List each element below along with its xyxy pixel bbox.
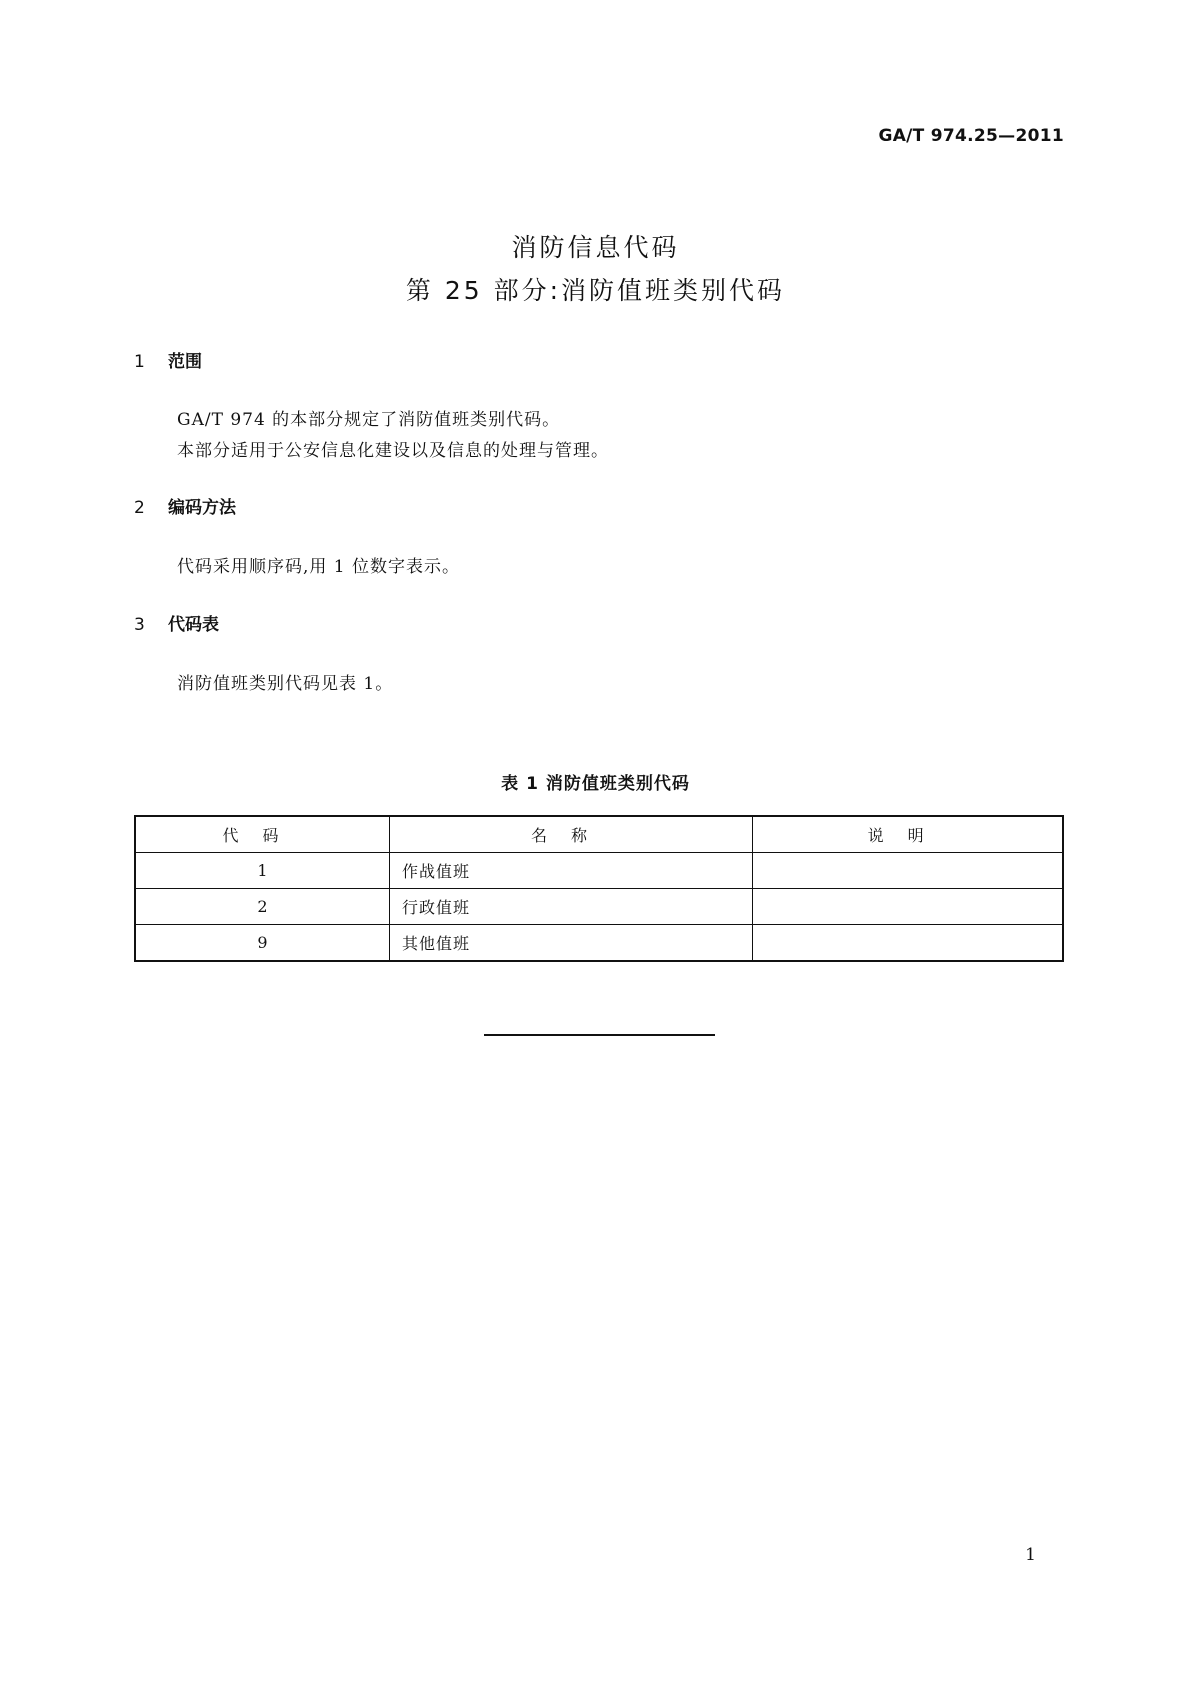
document-title: 消防信息代码 xyxy=(511,233,680,262)
paragraph: 代码采用顺序码,用 1 位数字表示。 xyxy=(177,557,461,577)
paragraph: 本部分适用于公安信息化建设以及信息的处理与管理。 xyxy=(177,441,609,461)
page-number: 1 xyxy=(1025,1545,1036,1565)
cell-note xyxy=(753,853,1063,889)
table-row xyxy=(135,889,1063,925)
section-number: 2 xyxy=(134,498,145,518)
cell-code: 1 xyxy=(135,853,389,889)
paragraph: GA/T 974 的本部分规定了消防值班类别代码。 xyxy=(177,410,561,430)
standard-code: GA/T 974.25—2011 xyxy=(878,126,1064,146)
cell-name: 其他值班 xyxy=(389,925,752,962)
section-title: 代码表 xyxy=(168,615,219,635)
column-header-code: 代码 xyxy=(135,816,389,853)
column-header-note: 说明 xyxy=(753,816,1063,853)
table-caption: 表 1 消防值班类别代码 xyxy=(501,774,690,794)
table-row xyxy=(135,853,1063,889)
document-subtitle: 第 25 部分:消防值班类别代码 xyxy=(405,276,786,305)
paragraph: 消防值班类别代码见表 1。 xyxy=(177,674,394,694)
cell-name: 行政值班 xyxy=(389,889,752,925)
code-table xyxy=(134,815,1064,962)
cell-note xyxy=(753,889,1063,925)
section-title: 编码方法 xyxy=(168,498,236,518)
section-number: 1 xyxy=(134,352,145,372)
section-title: 范围 xyxy=(168,352,202,372)
column-header-name: 名称 xyxy=(389,816,752,853)
section-2-heading xyxy=(134,493,236,518)
section-3-heading xyxy=(134,610,219,635)
end-rule xyxy=(484,1034,715,1036)
section-number: 3 xyxy=(134,615,145,635)
cell-note xyxy=(753,925,1063,962)
cell-code: 2 xyxy=(135,889,389,925)
cell-code: 9 xyxy=(135,925,389,962)
section-1-heading xyxy=(134,347,202,372)
cell-name: 作战值班 xyxy=(389,853,752,889)
table-row xyxy=(135,925,1063,962)
table-header-row xyxy=(135,816,1063,853)
